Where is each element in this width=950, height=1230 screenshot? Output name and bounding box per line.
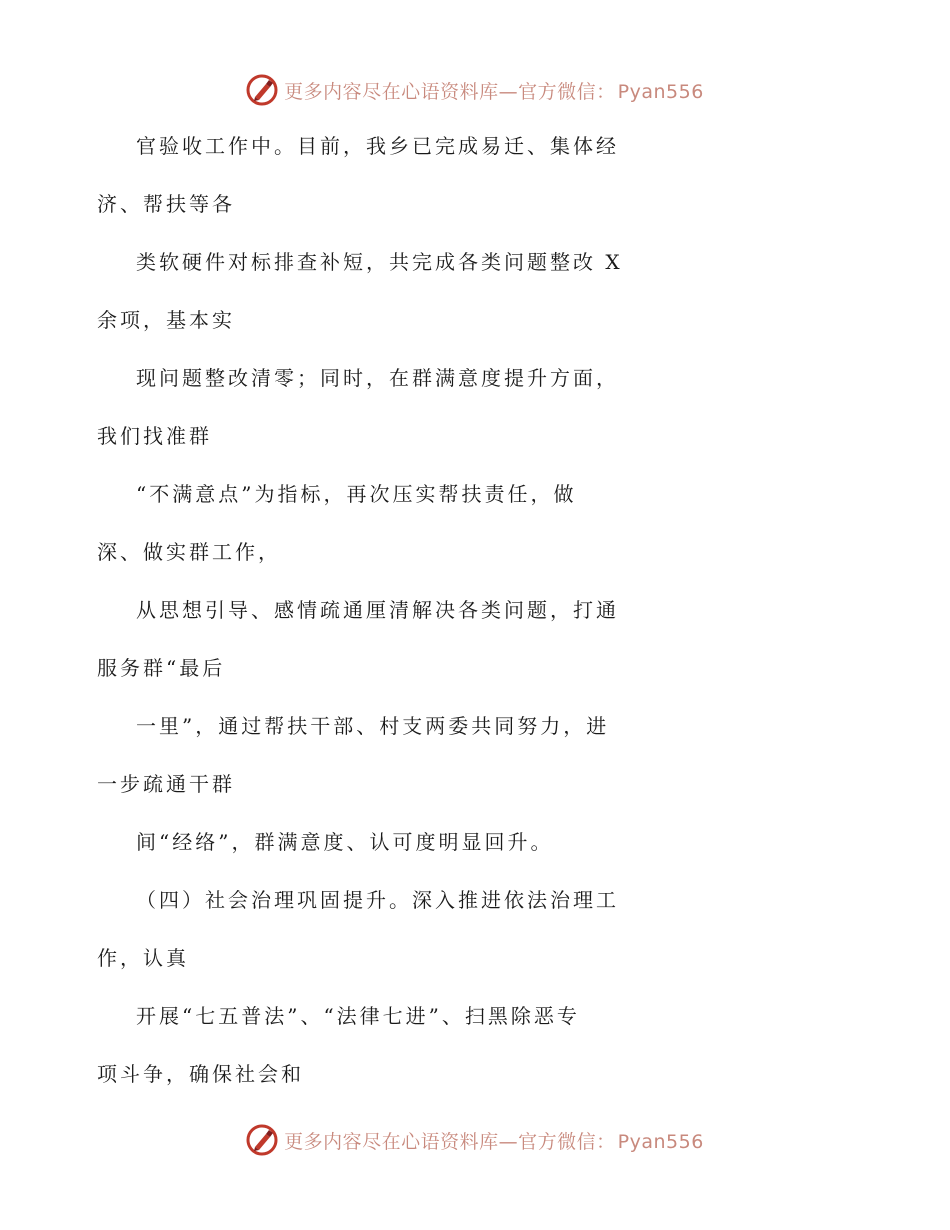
paragraph-line: 项斗争，确保社会和: [97, 1062, 304, 1086]
pen-logo-icon: [246, 1124, 278, 1156]
header-watermark: [0, 70, 950, 110]
paragraph: [0, 813, 950, 871]
paragraph-line: “不满意点”为指标，再次压实帮扶责任，做: [136, 482, 577, 506]
paragraph-line: 余项，基本实: [97, 308, 235, 332]
paragraph-line: 作，认真: [97, 946, 189, 970]
paragraph-line: 开展“七五普法”、“法律七进”、扫黑除恶专: [136, 1004, 580, 1028]
paragraph: [0, 233, 950, 349]
paragraph-line: 从思想引导、感情疏通厘清解决各类问题，打通: [136, 598, 619, 622]
paragraph-line: 现问题整改清零；同时，在群满意度提升方面，: [136, 366, 619, 390]
paragraph: [0, 871, 950, 987]
paragraph: [0, 349, 950, 465]
paragraph: [0, 117, 950, 233]
paragraph-line: 一步疏通干群: [97, 772, 235, 796]
footer-watermark: [0, 1120, 950, 1160]
document-body: [0, 117, 950, 1103]
paragraph: [0, 581, 950, 697]
paragraph-line: 间“经络”，群满意度、认可度明显回升。: [136, 830, 554, 854]
paragraph-line: 一里”，通过帮扶干部、村支两委共同努力，进: [136, 714, 610, 738]
paragraph-line: 类软硬件对标排查补短，共完成各类问题整改 X: [136, 250, 623, 274]
paragraph-line: 官验收工作中。目前，我乡已完成易迁、集体经: [136, 134, 619, 158]
paragraph-line: 服务群“最后: [97, 656, 226, 680]
paragraph-line: 济、帮扶等各: [97, 192, 235, 216]
paragraph-line: 深、做实群工作，: [97, 540, 281, 564]
paragraph-line: （四）社会治理巩固提升。深入推进依法治理工: [136, 888, 619, 912]
paragraph: [0, 697, 950, 813]
paragraph: [0, 987, 950, 1103]
paragraph-line: 我们找准群: [97, 424, 212, 448]
paragraph: [0, 465, 950, 581]
watermark-text: 更多内容尽在心语资料库—官方微信： Pyan556: [284, 1130, 704, 1153]
pen-logo-icon: [246, 74, 278, 106]
watermark-text: 更多内容尽在心语资料库—官方微信： Pyan556: [284, 80, 704, 103]
